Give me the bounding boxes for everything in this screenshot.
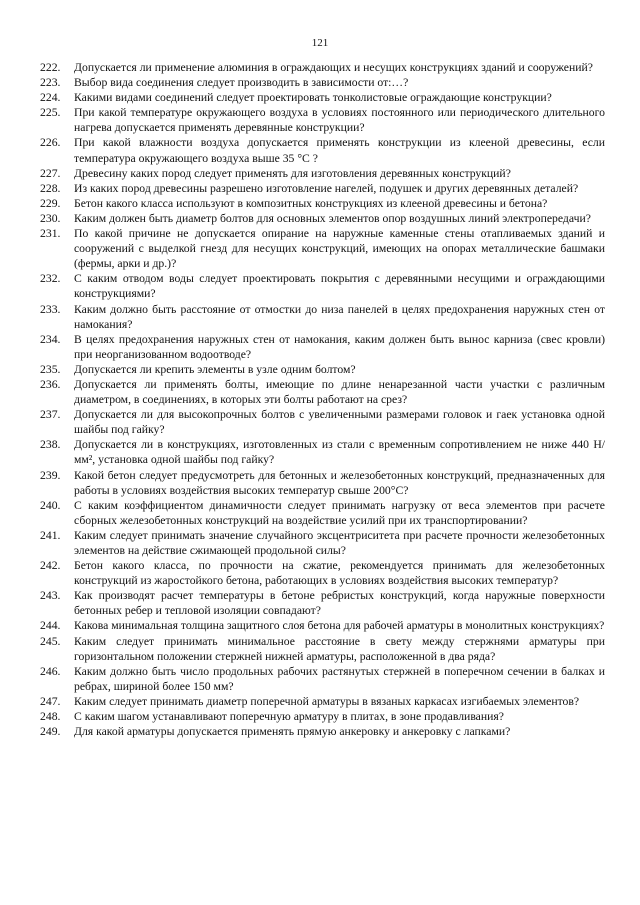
- question-item: [40, 362, 605, 377]
- question-number: 232.: [40, 272, 61, 286]
- question-text: Каким следует принимать диаметр поперечной арматуры в вязаных каркасах изгибаемых элементов?: [74, 694, 580, 708]
- question-number: 249.: [40, 725, 61, 739]
- question-text: Допускается ли для высокопрочных болтов с увеличенными размерами головок и гаек установка одной шайбы под гайку?: [74, 408, 605, 437]
- question-number: 246.: [40, 664, 61, 678]
- question-item: [40, 498, 605, 528]
- question-item: [40, 211, 605, 226]
- question-text: Каким должен быть диаметр болтов для основных элементов опор воздушных линий электропередачи?: [74, 211, 591, 225]
- question-item: [40, 166, 605, 181]
- question-number: 240.: [40, 498, 61, 512]
- question-text: По какой причине не допускается опирание на наружные каменные стены отапливаемых зданий и сооружений с выделкой гнезд для несущих конструкций, имеющих на опорах металлические башмаки (фермы, арки и др.)?: [74, 227, 605, 271]
- question-item: [40, 634, 605, 664]
- question-text: Какой бетон следует предусмотреть для бетонных и железобетонных конструкций, предназначенных для работы в условиях воздействия высоких температур свыше 200°С?: [74, 468, 605, 497]
- question-number: 235.: [40, 362, 61, 376]
- page-number: 121: [311, 37, 329, 49]
- question-item: [40, 558, 605, 588]
- question-item: [40, 377, 605, 407]
- question-text: С каким коэффициентом динамичности следует принимать нагрузку от веса элементов при расчете сборных железобетонных конструкций на воздействие усилий при их транспортировании?: [74, 498, 605, 527]
- question-number: 239.: [40, 468, 61, 482]
- question-text: Какова минимальная толщина защитного слоя бетона для рабочей арматуры в монолитных конструкциях?: [74, 619, 605, 633]
- question-item: [40, 135, 605, 165]
- question-text: Допускается ли применять болты, имеющие по длине ненарезанной части участки с различным диаметром, в соединениях, в которых эти болты работают на срез?: [74, 377, 605, 407]
- question-number: 238.: [40, 438, 61, 452]
- question-text: Для какой арматуры допускается применять прямую анкеровку и анкеровку с лапками?: [74, 725, 511, 739]
- question-text: Из каких пород древесины разрешено изготовление нагелей, подушек и других деревянных деталей?: [74, 181, 579, 195]
- question-text: При какой температуре окружающего воздуха в условиях постоянного или периодического длительного нагрева допускается применять деревянные конструкции?: [74, 106, 605, 135]
- question-item: [40, 437, 605, 467]
- question-number: 222.: [40, 61, 61, 74]
- question-item: [40, 468, 605, 498]
- question-number: 244.: [40, 619, 61, 633]
- question-text: Каким должно быть число продольных рабочих растянутых стержней в поперечном сечении в балках и ребрах, шириной более 150 мм?: [74, 664, 605, 693]
- question-number: 233.: [40, 302, 61, 316]
- question-number: 242.: [40, 559, 61, 573]
- question-text: Допускается ли крепить элементы в узле одним болтом?: [74, 362, 356, 376]
- question-item: [40, 618, 605, 633]
- question-text: С каким отводом воды следует проектировать покрытия с деревянными несущими и ограждающими конструкциями?: [74, 272, 605, 301]
- question-item: [40, 694, 605, 709]
- question-item: [40, 75, 605, 90]
- question-number: 247.: [40, 694, 61, 708]
- question-text: Допускается ли в конструкциях, изготовленных из стали с временным сопротивлением не ниже 440 Н/мм², установка одной шайбы под гайку?: [74, 438, 605, 467]
- question-text: В целях предохранения наружных стен от намокания, каким должен быть вынос карниза (свес кровли) при неорганизованном водоотводе?: [74, 332, 605, 361]
- question-item: [40, 226, 605, 271]
- question-text: Каким должно быть расстояние от отмостки до низа панелей в целях предохранения наружных стен от намокания?: [74, 302, 605, 331]
- question-item: [40, 407, 605, 437]
- question-number: 245.: [40, 634, 61, 648]
- question-text: При какой влажности воздуха допускается применять конструкции из клееной древесины, если температура окружающего воздуха выше 35 °С ?: [74, 136, 605, 165]
- question-item: [40, 588, 605, 618]
- question-item: [40, 105, 605, 135]
- question-number: 229.: [40, 196, 61, 210]
- question-text: Допускается ли применение алюминия в ограждающих и несущих конструкциях зданий и сооружений?: [74, 61, 593, 74]
- question-number: 236.: [40, 377, 61, 391]
- question-item: [40, 271, 605, 301]
- question-item: [40, 664, 605, 694]
- question-text: Каким следует принимать минимальное расстояние в свету между стержнями арматуры при горизонтальном положении стержней нижней арматуры, расположенной в два ряда?: [74, 634, 605, 663]
- question-item: [40, 302, 605, 332]
- question-number: 237.: [40, 408, 61, 422]
- question-number: 234.: [40, 332, 61, 346]
- question-item: [40, 90, 605, 105]
- question-list: [40, 60, 605, 739]
- question-number: 230.: [40, 211, 61, 225]
- question-item: [40, 196, 605, 211]
- question-item: [40, 724, 605, 739]
- question-number: 243.: [40, 589, 61, 603]
- question-item: [40, 709, 605, 724]
- question-text: Какими видами соединений следует проектировать тонколистовые ограждающие конструкции?: [74, 91, 552, 105]
- question-number: 227.: [40, 166, 61, 180]
- question-text: Бетон какого класса, по прочности на сжатие, рекомендуется принимать для железобетонных конструкций из жаростойкого бетона, работающих в условиях воздействия высоких температур?: [74, 559, 605, 588]
- question-text: Выбор вида соединения следует производить в зависимости от:…?: [74, 76, 409, 90]
- question-text: Как производят расчет температуры в бетоне ребристых конструкций, когда наружные поверхности бетонных ребер и тепловой изоляции совпадают?: [74, 589, 605, 618]
- question-text: Древесину каких пород следует применять для изготовления деревянных конструкций?: [74, 166, 511, 180]
- question-text: Каким следует принимать значение случайного эксцентриситета при расчете прочности железобетонных элементов на действие сжимающей продольной силы?: [74, 528, 605, 557]
- question-item: [40, 528, 605, 558]
- question-number: 228.: [40, 181, 61, 195]
- question-number: 224.: [40, 91, 61, 105]
- question-number: 231.: [40, 227, 61, 241]
- question-number: 225.: [40, 106, 61, 120]
- question-number: 248.: [40, 710, 61, 724]
- question-number: 241.: [40, 528, 61, 542]
- question-number: 223.: [40, 76, 61, 90]
- question-number: 226.: [40, 136, 61, 150]
- question-text: Бетон какого класса используют в композитных конструкциях из клееной древесины и бетона?: [74, 196, 548, 210]
- question-item: [40, 181, 605, 196]
- question-item: [40, 60, 605, 75]
- question-text: С каким шагом устанавливают поперечную арматуру в плитах, в зоне продавливания?: [74, 710, 504, 724]
- question-item: [40, 332, 605, 362]
